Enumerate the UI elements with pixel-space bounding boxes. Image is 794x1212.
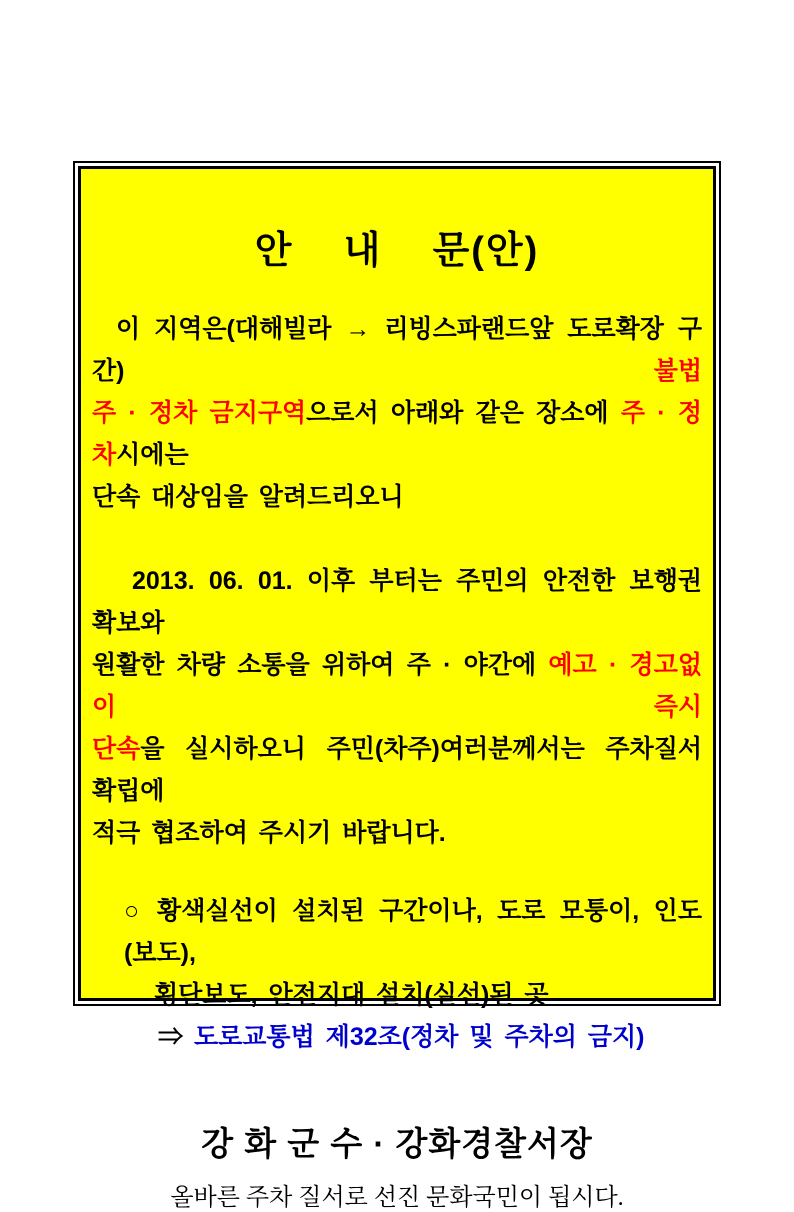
issuer-signature: 강 화 군 수 · 강화경찰서장 xyxy=(201,1125,593,1162)
para2-line3 xyxy=(92,728,702,812)
notice-title: 안 내 문(안) xyxy=(254,230,540,272)
notice-inner xyxy=(78,166,716,1211)
bullet-line1 xyxy=(92,890,702,974)
para1-line3: 단속 대상임을 알려드리오니 xyxy=(92,483,404,511)
para2-line4: 적극 협조하여 주시기 바랍니다. xyxy=(92,819,446,847)
para1-line1-text: 이 지역은(대해빌라 → 리빙스파랜드앞 도로확장 구간) xyxy=(92,315,702,385)
law-reference-text: 도로교통법 제32조(정차 및 주차의 금지) xyxy=(193,1023,645,1051)
notice-box xyxy=(73,161,721,1211)
bullet-section xyxy=(92,890,702,1058)
para1-line2-red1: 주 · 정차 금지구역 xyxy=(92,399,307,427)
para2-line2-red: 예고 · 경고없이 즉시 xyxy=(92,651,703,721)
para1-line2 xyxy=(92,392,702,476)
para2-line1: 2013. 06. 01. 이후 부터는 주민의 안전한 보행권 확보와 xyxy=(92,567,702,637)
para1-line2-black2: 시에는 xyxy=(116,441,189,469)
para2-line3-red: 단속 xyxy=(92,735,141,763)
para1-line1 xyxy=(92,308,702,392)
paragraph-zone-notice xyxy=(92,308,702,518)
law-reference-line xyxy=(92,1016,702,1058)
para2-line3-black: 을 실시하오니 주민(차주)여러분께서는 주차질서 확립에 xyxy=(92,735,702,805)
para2-line2-black: 원활한 차량 소통을 위하여 주 · 야간에 xyxy=(92,651,549,679)
para1-line2-black1: 으로서 아래와 같은 장소에 xyxy=(306,399,621,427)
bullet-line2: 횡단보도, 안전지대 설치(실선)된 곳 xyxy=(154,981,549,1009)
double-arrow-icon: ⇒ xyxy=(158,1023,184,1051)
para2-line2 xyxy=(92,644,702,728)
bullet-line1-text: 황색실선이 설치된 구간이나, 도로 모퉁이, 인도(보도), xyxy=(124,897,702,967)
para1-line1-red: 불법 xyxy=(653,357,702,385)
para1-line2-red2: 주 · 정차 xyxy=(92,399,702,469)
paragraph-enforcement xyxy=(92,560,702,854)
circle-bullet-icon: ○ xyxy=(124,897,143,925)
slogan-text: 올바른 주차 질서로 선진 문화국민이 됩시다. xyxy=(170,1185,624,1211)
